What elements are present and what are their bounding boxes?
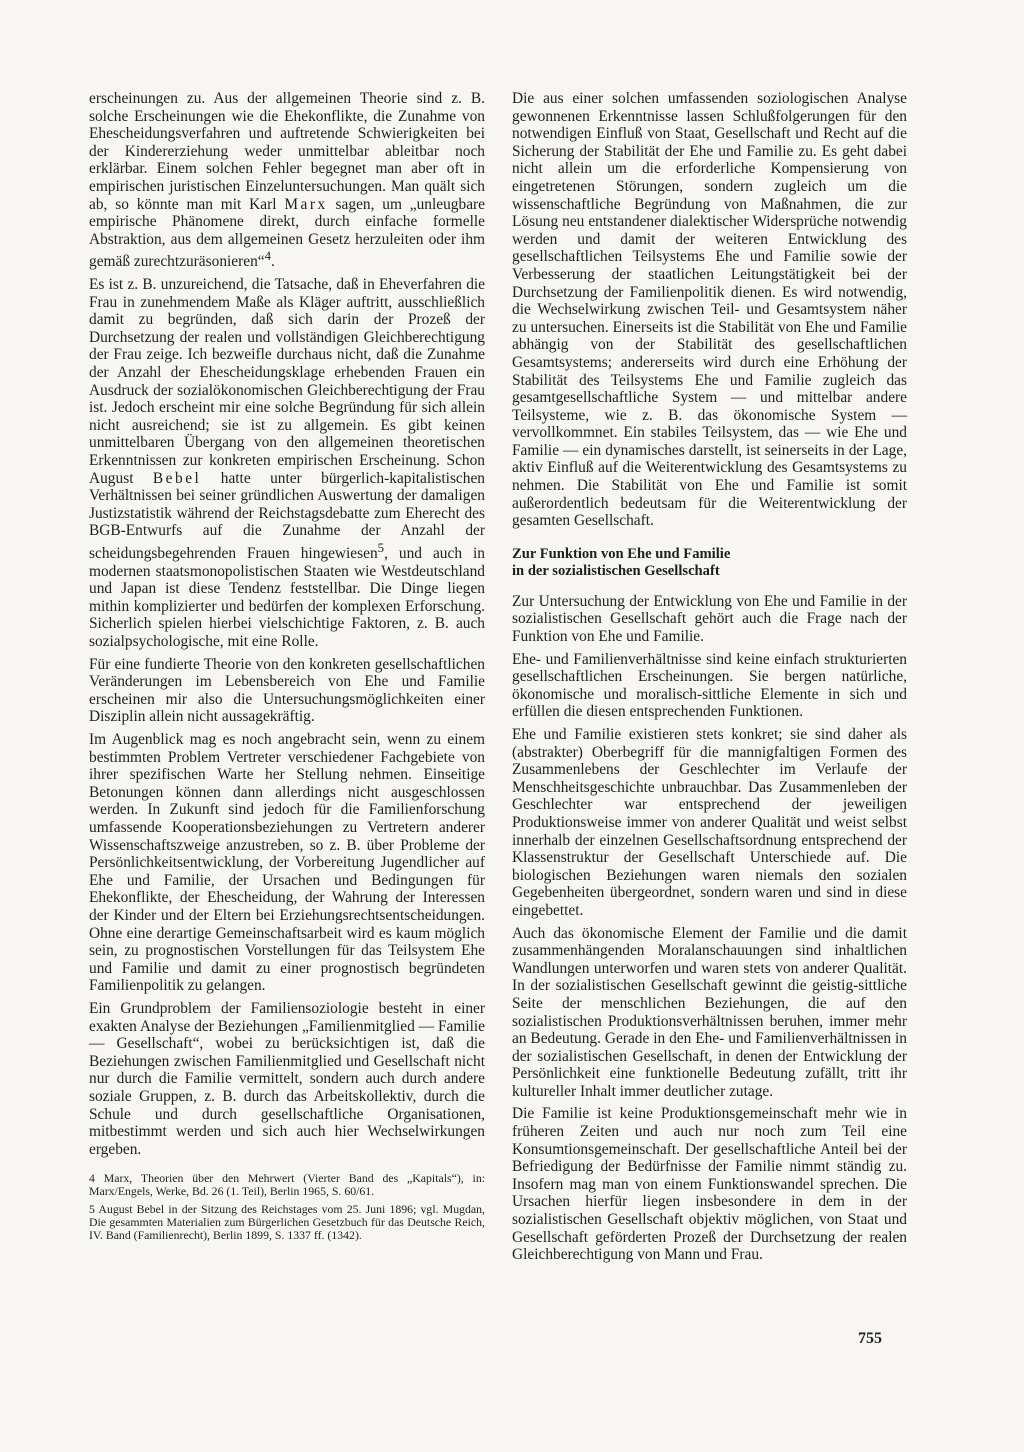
spaced-name: Marx xyxy=(284,195,328,213)
paragraph: Für eine fundierte Theorie von den konkreten gesellschaftlichen Veränderungen im Lebensbereich von Ehe und Familie erscheinen mir also die Untersuchungsmöglichkeiten einer Disziplin allein nicht aussagekräftig. xyxy=(89,655,485,726)
text-run: , und auch in modernen staatsmonopolistischen Staaten wie Westdeutschland und Japan ist diese Tendenz feststellbar. Die Dinge liegen mithin komplizierter und bedürfen der komplexen Erforschung. Sicherlich spielen hierbei vielschichtige Faktoren, z. B. auch sozialpsychologische, mit eine Rolle. xyxy=(89,545,485,651)
footnote-4: 4 Marx, Theorien über den Mehrwert (Vierter Band des „Kapitals“), in: Marx/Engels, Werke, Bd. 26 (1. Teil), Berlin 1965, S. 60/61. xyxy=(89,1171,485,1199)
paragraph: Ein Grundproblem der Familiensoziologie besteht in einer exakten Analyse der Beziehungen „Familienmitglied — Familie — Gesellschaft“, wobei zu berücksichtigen ist, daß die Beziehungen zwischen Familienmitglied und Gesellschaft nicht nur durch die Familie vermittelt, sondern auch durch andere soziale Gruppen, z. B. durch das Arbeitskollektiv, durch die Schule und durch gesellschaftliche Organisationen, mitbestimmt werden und sich auch hier Wechselwirkungen ergeben. xyxy=(89,999,485,1158)
text-run: hatte unter bürgerlich-kapitalistischen Verhältnissen bei seiner gründlichen Auswertung der damaligen Justizstatistik während der Reichstagsdebatte zum Eherecht des BGB-Entwurfs auf die Zunahme der Anzahl der scheidungsbegehrenden Frauen hingewiesen xyxy=(89,469,485,563)
right-column xyxy=(512,90,907,1269)
paragraph: Die Familie ist keine Produktionsgemeinschaft mehr wie in früheren Zeiten und auch nur noch zum Teil eine Konsumtionsgemeinschaft. Der gesellschaftliche Anteil bei der Befriedigung der Bedürfnisse der Familie nimmt ständig zu. Insofern mag man von einem Funktionswandel sprechen. Die Ursachen hierfür liegen insbesondere in dem in der sozialistischen Gesellschaft objektiv möglichen, von Staat und Gesellschaft geförderten Prozeß der Durchsetzung der realen Gleichberechtigung von Mann und Frau. xyxy=(512,1105,907,1264)
paragraph: Auch das ökonomische Element der Familie und die damit zusammenhängenden Moralanschauungen sind inhaltlichen Wandlungen unterworfen und waren stets von anderer Qualität. In der sozialistischen Gesellschaft gewinnt die geistig-sittliche Seite der menschlichen Beziehungen, die auf den sozialistischen Produktionsverhältnissen beruhen, immer mehr an Bedeutung. Gerade in den Ehe- und Familienverhältnissen in der sozialistischen Gesellschaft, in denen der Entwicklung der Persönlichkeit eine funktionelle Bedeutung zufällt, tritt ihr kultureller Inhalt immer deutlicher zutage. xyxy=(512,924,907,1100)
paragraph: Zur Untersuchung der Entwicklung von Ehe und Familie in der sozialistischen Gesellschaft gehört auch die Frage nach der Funktion von Ehe und Familie. xyxy=(512,592,907,646)
left-column xyxy=(89,90,485,1246)
spaced-name: Bebel xyxy=(152,469,202,487)
footnote-5: 5 August Bebel in der Sitzung des Reichstages vom 25. Juni 1896; vgl. Mugdan, Die gesammten Materialien zum Bürgerlichen Gesetzbuch für das Deutsche Reich, IV. Band (Familienrecht), Berlin 1899, S. 1337 ff. (1342). xyxy=(89,1201,485,1243)
paragraph: Ehe und Familie existieren stets konkret; sie sind daher als (abstrakter) Oberbegriff für die mannigfaltigen Formen des Zusammenlebens der Geschlechter im Verlaufe der Menschheitsgeschichte unbrauchbar. Das Zusammenleben der Geschlechter war entsprechend der jeweiligen Produktionsweise immer von anderer Qualität und weist selbst innerhalb der einzelnen Gesellschaftsordnung entsprechend der Klassenstruktur der Gesellschaft Unterschiede auf. Die biologischen Beziehungen waren niemals den sozialen Gegebenheiten übergeordnet, sondern waren und sind in diese eingebettet. xyxy=(512,726,907,919)
heading-line: in der sozialistischen Gesellschaft xyxy=(512,562,720,579)
paragraph: Ehe- und Familienverhältnisse sind keine einfach strukturierten gesellschaftlichen Erscheinungen. Sie bergen natürliche, ökonomische und moralisch-sittliche Elemente in sich und erfüllen die diesen entsprechenden Funktionen. xyxy=(512,650,907,721)
paragraph: Die aus einer solchen umfassenden soziologischen Analyse gewonnenen Erkenntnisse lassen Schlußfolgerungen für den notwendigen Einfluß von Staat, Gesellschaft und Recht auf die Sicherung der Stabilität der Ehe und Familie zu. Es geht dabei nicht allein um die erforderliche Kompensierung von eingetretenen Störungen, sondern zugleich um die wissenschaftliche Begründung von Maßnahmen, die zur Lösung neu entstandener dialektischer Widersprüche notwendig werden und damit der weiteren Entwicklung des gesellschaftlichen Teilsystems Ehe und Familie sowie der Verbesserung der staatlichen Leitungstätigkeit bei der Durchsetzung der Familienpolitik dienen. Es wird notwendig, die Wechselwirkung zwischen Teil- und Gesamtsystem näher zu untersuchen. Einerseits ist die Stabilität von Ehe und Familie abhängig von der Stabilität des gesellschaftlichen Gesamtsystems; andererseits wird durch eine Erhöhung der Stabilität des Teilsystems Ehe und Familie zugleich das gesamtgesellschaftliche System — und mittelbar andere Teilsysteme, wie z. B. das ökonomische System — vervollkommnet. Ein stabiles Teilsystem, das — wie Ehe und Familie — ein dynamisches darstellt, ist seinerseits in der Lage, aktiv Einfluß auf die Weiterentwicklung des Gesamtsystems zu nehmen. Die Stabilität von Ehe und Familie ist somit außerordentlich bedeutsam für die Weiterentwicklung der gesamten Gesellschaft. xyxy=(512,90,907,530)
footnote-ref: 4 xyxy=(264,249,272,264)
text-run: . xyxy=(271,253,275,271)
text-run: sagen, um „unleugbare empirische Phänomene direkt, durch einfache formelle Abstraktion, aus dem allgemeinen Gesetz herzuleiten oder ihm gemäß zurechtzuräsonieren“ xyxy=(89,195,485,271)
footnote-ref: 5 xyxy=(377,540,385,555)
paragraph xyxy=(89,276,485,651)
footnotes xyxy=(89,1172,485,1242)
page-number: 755 xyxy=(858,1330,882,1347)
text-run: Es ist z. B. unzureichend, die Tatsache, daß in Eheverfahren die Frau in zunehmendem Maße als Kläger auftritt, ausschließlich damit zu begründen, daß sich darin der Prozeß der Durchsetzung der realen und vollständigen Gleichberechtigung der Frau zeige. Ich bezweifle durchaus nicht, daß die Zunahme der Anzahl der Ehescheidungsklage erhebenden Frauen ein Ausdruck der sozialökonomischen Gleichberechtigung der Frau ist. Jedoch erscheint mir eine solche Begründung für sich allein nicht ausreichend; sie ist zu allgemein. Es gibt keinen unmittelbaren Übergang von den allgemeinen theoretischen Erkenntnissen zur konkreten empirischen Erscheinung. Schon August xyxy=(89,276,485,487)
paragraph: Im Augenblick mag es noch angebracht sein, wenn zu einem bestimmten Problem Vertreter verschiedener Fachgebiete von ihrer spezifischen Warte her Stellung nehmen. Einseitige Betonungen können dann allerdings nicht ausgeschlossen werden. In Zukunft sind jedoch für die Familienforschung umfassende Kooperationsbeziehungen zu Vertretern anderer Wissenschaftszweige anzustreben, so z. B. über Probleme der Persönlichkeitsentwicklung, der Vorbereitung Jugendlicher auf Ehe und Familie, der Ursachen und Bedingungen für Ehekonflikte, der Ehescheidung, der Wahrung der Interessen der Kinder und der Eltern bei Erziehungsrechtsentscheidungen. Ohne eine derartige Gemeinschaftsarbeit wird es kaum möglich sein, zu prognostischen Vorstellungen für das Teilsystem Ehe und Familie und damit zu einer prognostisch begründeten Familienpolitik zu gelangen. xyxy=(89,731,485,995)
heading-line: Zur Funktion von Ehe und Familie xyxy=(512,545,731,562)
section-heading xyxy=(512,546,907,580)
text-run: erscheinungen zu. Aus der allgemeinen Theorie sind z. B. solche Erscheinungen wie die Ehekonflikte, die Zunahme von Ehescheidungsverfahren und auftretende Schwierigkeiten bei der Kindererziehung weder unmittelbar ableitbar noch erklärbar. Einem solchen Fehler begegnet man aber oft in empirischen juristischen Einzeluntersuchungen. Man quält sich ab, so könnte man mit Karl xyxy=(89,90,485,213)
paragraph xyxy=(89,90,485,271)
